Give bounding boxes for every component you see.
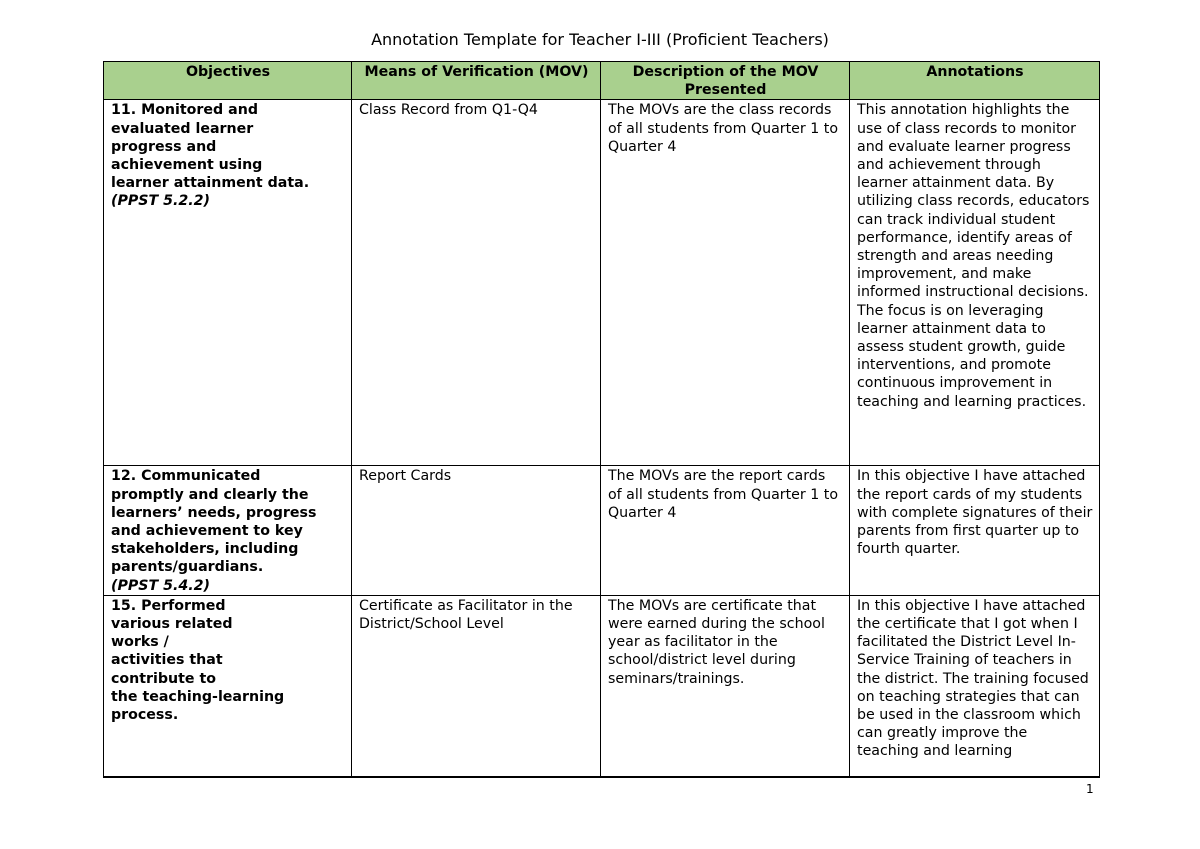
description-text: The MOVs are certificate that were earned during the school year as facilitator in the school/district level during seminars/trainings. [608, 597, 825, 687]
mov-cell [352, 595, 601, 777]
description-text: The MOVs are the class records of all students from Quarter 1 to Quarter 4 [608, 102, 839, 155]
objective-line: 12. Communicated [111, 468, 261, 485]
objective-line: 11. Monitored and [111, 102, 258, 119]
header-means-of-verification: Means of Verification (MOV) [352, 62, 601, 100]
mov-text: Certificate as Facilitator in the District/School Level [359, 597, 573, 633]
mov-text: Class Record from Q1-Q4 [359, 102, 538, 119]
objective-line: works / [111, 634, 169, 651]
description-cell [601, 595, 850, 777]
annotation-text: This annotation highlights the use of class records to monitor and evaluate learner progress and achievement through learner attainment data. By utilizing class records, educators can track individual student performance, identify areas of strength and areas needing improvement, and make informed instructional decisions. The focus is on leveraging learner attainment data to assess student growth, guide interventions, and promote continuous improvement in teaching and learning practices. [857, 102, 1090, 410]
description-text: The MOVs are the report cards of all students from Quarter 1 to Quarter 4 [608, 468, 839, 521]
annotation-cell [850, 100, 1100, 466]
table-row [104, 100, 1100, 466]
objective-line: parents/guardians. [111, 559, 264, 576]
page-title: Annotation Template for Teacher I-III (Proficient Teachers) [371, 30, 829, 49]
objective-line: activities that [111, 652, 223, 669]
page-number: 1 [1086, 782, 1094, 796]
footer-divider [103, 776, 1099, 777]
annotation-cell [850, 595, 1100, 777]
objective-cell [104, 466, 352, 595]
description-cell [601, 100, 850, 466]
objective-cell [104, 595, 352, 777]
mov-cell [352, 466, 601, 595]
objective-line: achievement using [111, 157, 263, 174]
objective-line: contribute to [111, 670, 217, 687]
objective-line: promptly and clearly the [111, 486, 309, 503]
ppst-reference: (PPST 5.2.2) [111, 193, 210, 210]
table-header-row [104, 62, 1100, 100]
objective-line: stakeholders, including [111, 541, 299, 558]
annotation-text: In this objective I have attached the certificate that I got when I facilitated the District Level In-Service Training of teachers in the district. The training focused on teaching strategies that can be used in the classroom which can greatly improve the teaching and learning [857, 597, 1089, 760]
objective-line: progress and [111, 138, 217, 155]
table-row [104, 466, 1100, 595]
annotation-table [103, 61, 1100, 778]
objective-cell [104, 100, 352, 466]
mov-cell [352, 100, 601, 466]
mov-text: Report Cards [359, 468, 452, 485]
objective-line: evaluated learner [111, 120, 254, 137]
ppst-reference: (PPST 5.4.2) [111, 577, 210, 594]
objective-line: learners’ needs, progress [111, 504, 317, 521]
objective-line: 15. Performed [111, 597, 226, 614]
description-cell [601, 466, 850, 595]
header-objectives: Objectives [104, 62, 352, 100]
objective-line: various related [111, 616, 233, 633]
objective-line: and achievement to key [111, 523, 303, 540]
objective-line: the teaching-learning [111, 688, 285, 705]
header-description: Description of the MOV Presented [601, 62, 850, 100]
annotation-text: In this objective I have attached the report cards of my students with complete signatures of their parents from first quarter up to fourth quarter. [857, 468, 1093, 558]
table-row [104, 595, 1100, 777]
annotation-cell [850, 466, 1100, 595]
objective-line: learner attainment data. [111, 175, 310, 192]
objective-line: process. [111, 707, 179, 724]
header-annotations: Annotations [850, 62, 1100, 100]
